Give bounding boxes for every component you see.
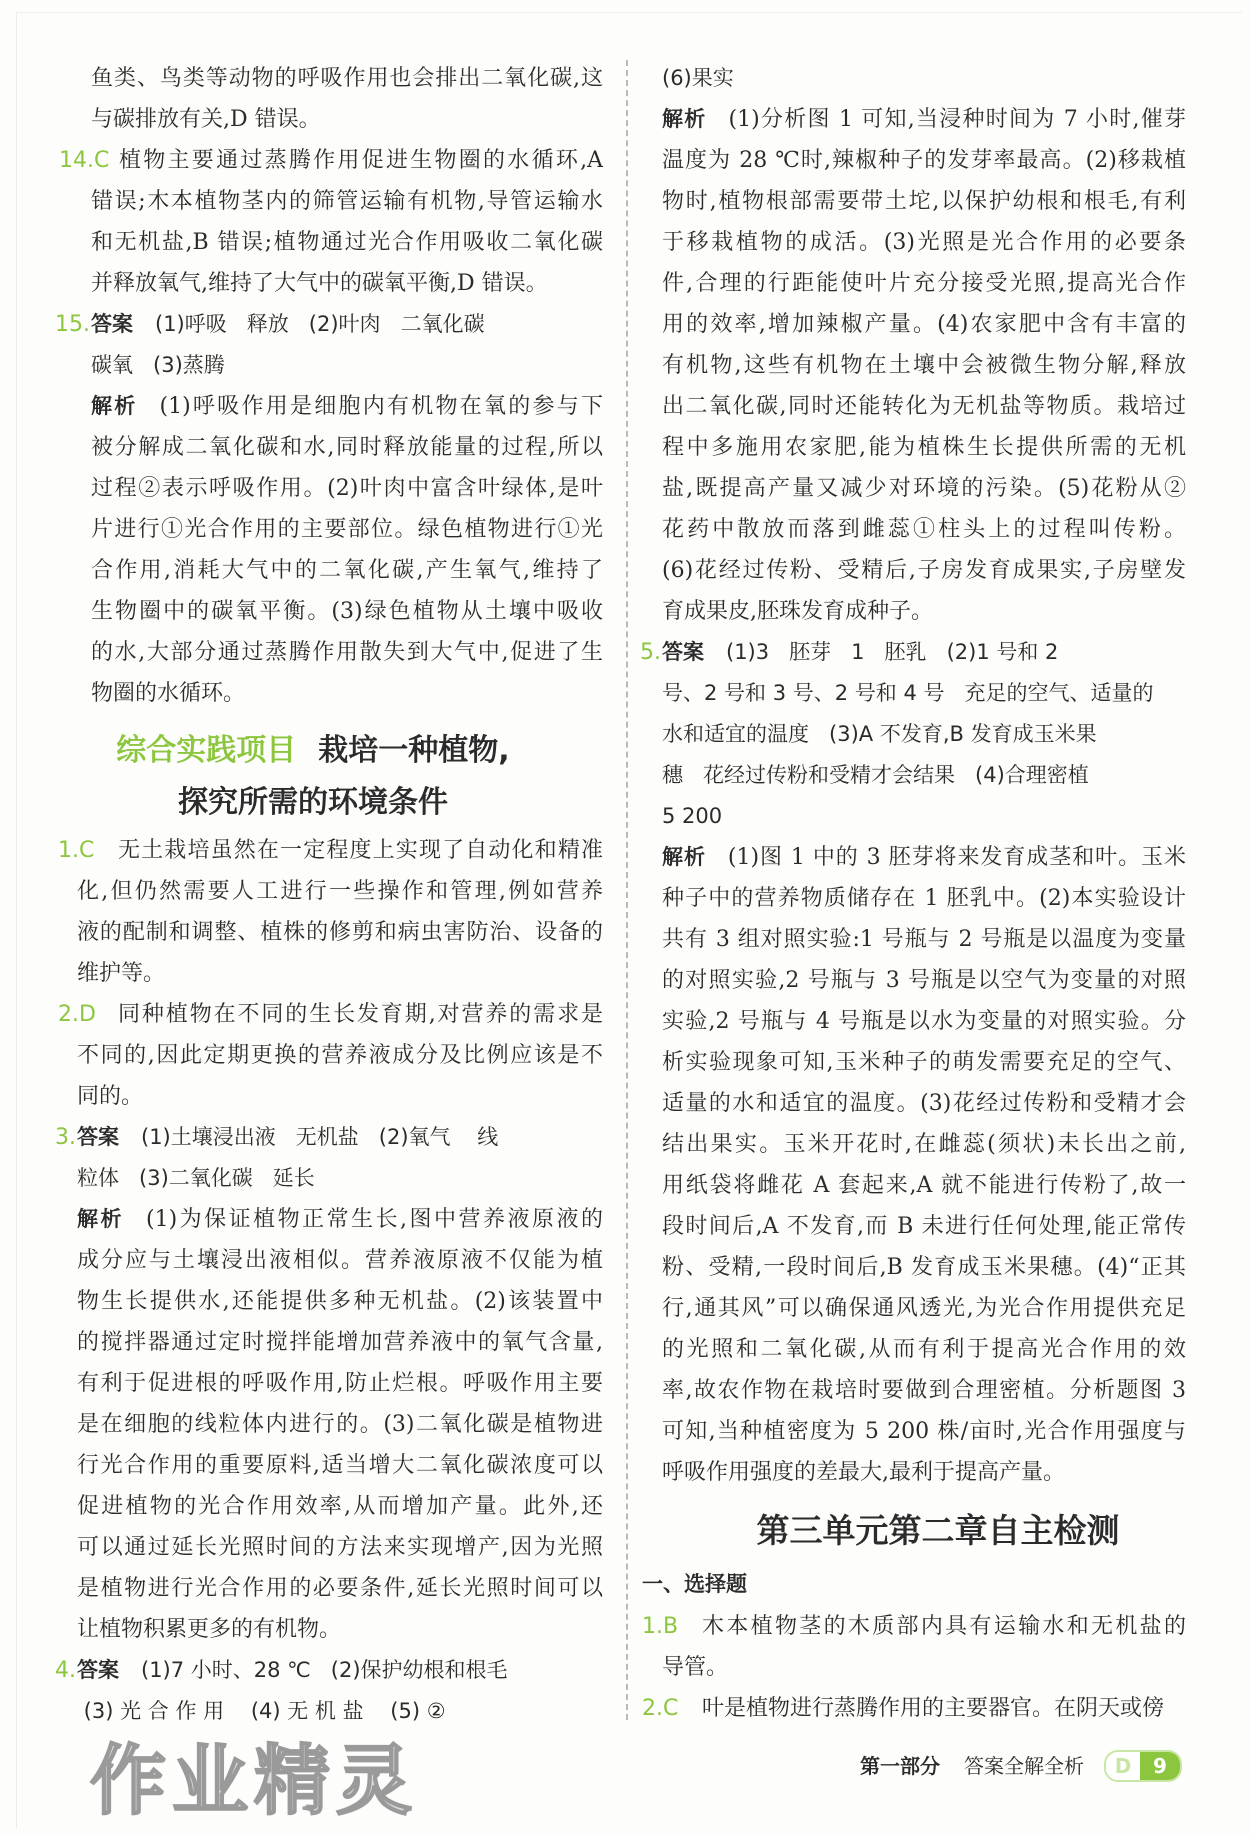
line-text: 无土栽培虽然在一定程度上实现了自动化和精准 [118, 837, 603, 863]
text-line [662, 673, 1186, 714]
question-number: 2.D [58, 1001, 96, 1027]
line-text: 的对照实验,2 号瓶与 3 号瓶是以空气为变量的对照 [662, 967, 1186, 993]
text-line [662, 1083, 1186, 1124]
line-text: 穗 花经过传粉和受精才会结果 (4)合理密植 [662, 762, 1089, 787]
line-text: 段时间后,A 不发育,而 B 未进行任何处理,能正常传 [662, 1213, 1186, 1239]
analysis-block [0, 386, 603, 714]
answer-block [626, 58, 1186, 99]
text-line [662, 386, 1186, 427]
chapter-heading: 第三单元第二章自主检测 [756, 1510, 1120, 1550]
text-line [662, 837, 1186, 878]
line-text: 号、2 号和 3 号、2 号和 4 号 充足的空气、适量的 [662, 680, 1154, 705]
text-line [662, 181, 1186, 222]
line-text: 物圈的水循环。 [91, 680, 246, 706]
line-text: (6)果实 [662, 65, 734, 90]
text-line [77, 1568, 603, 1609]
line-text: 片进行①光合作用的主要部位。绿色植物进行①光 [91, 516, 603, 542]
line-text: (1)分析图 1 可知,当浸种时间为 7 小时,催芽 [728, 106, 1186, 132]
analysis-tag: 解析 [77, 1206, 124, 1231]
line-text: 程中多施用农家肥,能为植株生长提供所需的无机 [662, 434, 1186, 460]
line-text: 结出果实。玉米开花时,在雌蕊(须状)未长出之前, [662, 1131, 1186, 1157]
footer-subtitle: 答案全解全析 [964, 1754, 1084, 1778]
question-number: 14.C [59, 147, 110, 173]
line-text: 是在细胞的线粒体内进行的。(3)二氧化碳是植物进 [77, 1411, 603, 1437]
text-line [662, 1042, 1186, 1083]
text-line [662, 509, 1186, 550]
text-line [662, 796, 1186, 837]
text-line [662, 1647, 1186, 1688]
line-text: (1)呼吸 释放 (2)叶肉 二氧化碳 [155, 311, 485, 336]
line-text: 适量的水和适宜的温度。(3)花经过传粉和受精才会 [662, 1090, 1186, 1116]
line-text: (1)3 胚芽 1 胚乳 (2)1 号和 2 [726, 639, 1059, 664]
line-text: 合作用,消耗大气中的二氧化碳,产生氧气,维持了 [91, 557, 603, 583]
text-line [662, 427, 1186, 468]
text-line [77, 1445, 603, 1486]
line-text: 导管。 [662, 1654, 729, 1680]
question-number: 4. [55, 1657, 76, 1683]
choice-item [0, 830, 603, 994]
line-text: (1)7 小时、28 ℃ (2)保护幼根和根毛 [141, 1657, 508, 1682]
line-text: 呼吸作用强度的差最大,最利于提高产量。 [662, 1459, 1065, 1485]
line-text: 花药中散放而落到雌蕊①柱头上的过程叫传粉。 [662, 516, 1186, 542]
text-line [662, 1688, 1186, 1729]
line-text: 于移栽植物的成活。(3)光照是光合作用的必要条 [662, 229, 1186, 255]
answer-block [0, 1117, 603, 1199]
text-line [77, 1035, 603, 1076]
text-line [662, 263, 1186, 304]
text-line [662, 304, 1186, 345]
page-number-badge [1104, 1750, 1182, 1782]
line-text: 用的效率,增加辣椒产量。(4)农家肥中含有丰富的 [662, 311, 1186, 337]
question-number: 1.B [642, 1613, 679, 1639]
heading-title: 栽培一种植物, [318, 732, 510, 768]
line-text: 生物圈中的碳氧平衡。(3)绿色植物从土壤中吸收 [91, 598, 603, 624]
text-line [77, 1609, 603, 1650]
text-line [91, 304, 603, 345]
line-text: 育成果皮,胚珠发育成种子。 [662, 598, 933, 624]
answer-tag: 答案 [91, 311, 133, 336]
line-text: 碳氧 (3)蒸腾 [91, 352, 225, 377]
text-line [91, 386, 603, 427]
text-line [77, 1199, 603, 1240]
line-text: 种子中的营养物质储存在 1 胚乳中。(2)本实验设计 [662, 885, 1186, 911]
text-line [662, 140, 1186, 181]
question-number: 1.C [58, 837, 95, 863]
line-text: 用纸袋将雌花 A 套起来,A 就不能进行传粉了,故一 [662, 1172, 1186, 1198]
line-text: 共有 3 组对照实验:1 号瓶与 2 号瓶是以温度为变量 [662, 926, 1186, 952]
line-text: 同种植物在不同的生长发育期,对营养的需求是 [118, 1001, 603, 1027]
text-line [77, 1158, 603, 1199]
line-text: 有机物,这些有机物在土壤中会被微生物分解,释放 [662, 352, 1186, 378]
text-line [91, 550, 603, 591]
line-text: 析实验现象可知,玉米种子的萌发需要充足的空气、 [662, 1049, 1186, 1075]
text-line [77, 912, 603, 953]
text-line [662, 591, 1186, 632]
text-line [662, 919, 1186, 960]
text-line [662, 58, 1186, 99]
line-text: 木本植物茎的木质部内具有运输水和无机盐的 [702, 1613, 1186, 1639]
text-line [662, 632, 1186, 673]
line-text: 行,通其风”可以确保通风透光,为光合作用提供充足 [662, 1295, 1186, 1321]
text-line [77, 953, 603, 994]
text-line [91, 140, 603, 181]
line-text: 温度为 28 ℃时,辣椒种子的发芽率最高。(2)移栽植 [662, 147, 1186, 173]
text-line [77, 1076, 603, 1117]
text-line [91, 509, 603, 550]
choice-item [626, 1606, 1186, 1688]
question-number: 3. [55, 1124, 76, 1150]
text-line [91, 673, 603, 714]
badge-letter: D [1106, 1752, 1140, 1780]
analysis-tag: 解析 [662, 106, 707, 131]
line-text: 可知,当种植密度为 5 200 株/亩时,光合作用强度与 [662, 1418, 1186, 1444]
text-line [662, 1165, 1186, 1206]
question-number: 5. [640, 639, 661, 665]
line-text: 并释放氧气,维持了大气中的碳氧平衡,D 错误。 [91, 270, 548, 296]
text-line [662, 1001, 1186, 1042]
text-line [662, 550, 1186, 591]
line-text: 错误;木本植物茎内的筛管运输有机物,导管运输水 [91, 188, 603, 214]
text-line [662, 1288, 1186, 1329]
text-line [77, 1404, 603, 1445]
line-text: (1)土壤浸出液 无机盐 (2)氧气 线 [141, 1124, 499, 1149]
line-text: 维护等。 [77, 960, 166, 986]
text-line [77, 1527, 603, 1568]
line-text: 成分应与土壤浸出液相似。营养液原液不仅能为植 [77, 1247, 603, 1273]
text-line [77, 1322, 603, 1363]
line-text: (1)为保证植物正常生长,图中营养液原液的 [145, 1206, 603, 1232]
text-line [662, 714, 1186, 755]
line-text: 水和适宜的温度 (3)A 不发育,B 发育成玉米果 [662, 721, 1097, 746]
text-line [662, 222, 1186, 263]
line-text: 粉、受精,一段时间后,B 发育成玉米果穗。(4)“正其 [662, 1254, 1186, 1280]
text-line [91, 58, 603, 99]
text-line [662, 468, 1186, 509]
analysis-block [626, 837, 1186, 1493]
text-line [662, 1247, 1186, 1288]
text-line [662, 345, 1186, 386]
text-line [77, 1117, 603, 1158]
text-line [91, 591, 603, 632]
question-number: 2.C [642, 1695, 679, 1721]
line-text: 率,故农作物在栽培时要做到合理密植。分析题图 3 [662, 1377, 1186, 1403]
text-line [77, 830, 603, 871]
line-text: (3) 光 合 作 用 (4) 无 机 盐 (5) ② [77, 1698, 446, 1723]
text-line [91, 632, 603, 673]
line-text: 物生长提供水,还能提供多种无机盐。(2)该装置中 [77, 1288, 603, 1314]
text-line [91, 222, 603, 263]
text-line [91, 345, 603, 386]
answer-tag: 答案 [662, 639, 704, 664]
page-number: 9 [1140, 1752, 1180, 1780]
line-text: 实验,2 号瓶与 4 号瓶是以水为变量的对照实验。分 [662, 1008, 1186, 1034]
line-text: 和无机盐,B 错误;植物通过光合作用吸收二氧化碳 [91, 229, 603, 255]
section-heading [0, 714, 626, 830]
line-text: 过程②表示呼吸作用。(2)叶肉中富含叶绿体,是叶 [91, 475, 603, 501]
choice-item [0, 140, 603, 304]
question-number: 15. [55, 311, 90, 337]
line-text: 的搅拌器通过定时搅拌能增加营养液中的氧气含量, [77, 1329, 603, 1355]
text-line [91, 468, 603, 509]
text-line [77, 994, 603, 1035]
line-text: (1)图 1 中的 3 胚芽将来发育成茎和叶。玉米 [727, 844, 1186, 870]
page-footer [860, 1750, 1182, 1782]
line-text: 让植物积累更多的有机物。 [77, 1616, 342, 1642]
answer-block [626, 632, 1186, 837]
text-line [77, 1281, 603, 1322]
line-text: 鱼类、鸟类等动物的呼吸作用也会排出二氧化碳,这 [91, 65, 603, 91]
line-text: 被分解成二氧化碳和水,同时释放能量的过程,所以 [91, 434, 603, 460]
answer-tag: 答案 [77, 1657, 119, 1682]
answer-tag: 答案 [77, 1124, 119, 1149]
line-text: (6)花经过传粉、受精后,子房发育成果实,子房壁发 [662, 557, 1186, 583]
line-text: 出二氧化碳,同时还能转化为无机盐等物质。栽培过 [662, 393, 1186, 419]
text-line [662, 1452, 1186, 1493]
line-text: 促进植物的光合作用效率,从而增加产量。此外,还 [77, 1493, 603, 1519]
heading-label: 综合实践项目 [116, 732, 297, 768]
text-line [91, 263, 603, 304]
choice-item [0, 994, 603, 1117]
analysis-tag: 解析 [91, 393, 138, 418]
text-line [662, 1329, 1186, 1370]
line-text: 件,合理的行距能使叶片充分接受光照,提高光合作 [662, 270, 1186, 296]
line-text: 的水,大部分通过蒸腾作用散失到大气中,促进了生 [91, 639, 603, 665]
text-line [662, 1411, 1186, 1452]
line-text: 同的。 [77, 1083, 144, 1109]
line-text: 与碳排放有关,D 错误。 [91, 106, 321, 132]
line-text: 的光照和二氧化碳,从而有利于提高光合作用的效 [662, 1336, 1186, 1362]
analysis-block [626, 99, 1186, 632]
analysis-block [0, 1199, 603, 1650]
left-column [0, 58, 626, 1732]
text-line [77, 1363, 603, 1404]
line-text: 有利于促进根的呼吸作用,防止烂根。呼吸作用主要 [77, 1370, 603, 1396]
line-text: 液的配制和调整、植株的修剪和病虫害防治、设备的 [77, 919, 603, 945]
answer-block [0, 304, 603, 386]
line-text: 物时,植物根部需要带土坨,以保护幼根和根毛,有利 [662, 188, 1186, 214]
text-line [662, 1206, 1186, 1247]
line-text: 不同的,因此定期更换的营养液成分及比例应该是不 [77, 1042, 603, 1068]
text-line [77, 871, 603, 912]
analysis-tag: 解析 [662, 844, 706, 869]
line-text: 化,但仍然需要人工进行一些操作和管理,例如营养 [77, 878, 603, 904]
text-line [91, 181, 603, 222]
text-line [91, 427, 603, 468]
line-text: 盐,既提高产量又减少对环境的污染。(5)花粉从② [662, 475, 1186, 501]
line-text: 叶是植物进行蒸腾作用的主要器官。在阴天或傍 [702, 1695, 1165, 1721]
line-text: (1)呼吸作用是细胞内有机物在氧的参与下 [159, 393, 603, 419]
line-text: 植物主要通过蒸腾作用促进生物圈的水循环,A [119, 147, 603, 173]
text-line [91, 99, 603, 140]
heading-subtitle: 探究所需的环境条件 [178, 784, 448, 820]
text-line [662, 755, 1186, 796]
line-text: 行光合作用的重要原料,适当增大二氧化碳浓度可以 [77, 1452, 603, 1478]
text-line [662, 878, 1186, 919]
line-text: 可以通过延长光照时间的方法来实现增产,因为光照 [77, 1534, 603, 1560]
text-line [77, 1650, 603, 1691]
answer-block [0, 1650, 603, 1732]
section-title: 一、选择题 [642, 1571, 747, 1596]
text-line [77, 1240, 603, 1281]
text-line [662, 960, 1186, 1001]
text-line [662, 1124, 1186, 1165]
line-text: 是植物进行光合作用的必要条件,延长光照时间可以 [77, 1575, 603, 1601]
text-line [77, 1691, 603, 1732]
text-line [662, 1370, 1186, 1411]
line-text: 粒体 (3)二氧化碳 延长 [77, 1165, 315, 1190]
footer-part: 第一部分 [860, 1754, 940, 1778]
text-block [0, 58, 603, 140]
text-line [662, 1606, 1186, 1647]
watermark: 作业精灵 [90, 1736, 418, 1825]
heading-line [0, 725, 626, 777]
text-line [77, 1486, 603, 1527]
choice-item [626, 1688, 1186, 1729]
line-text: 5 200 [662, 803, 723, 828]
right-column [626, 58, 1250, 1729]
text-line [662, 99, 1186, 140]
